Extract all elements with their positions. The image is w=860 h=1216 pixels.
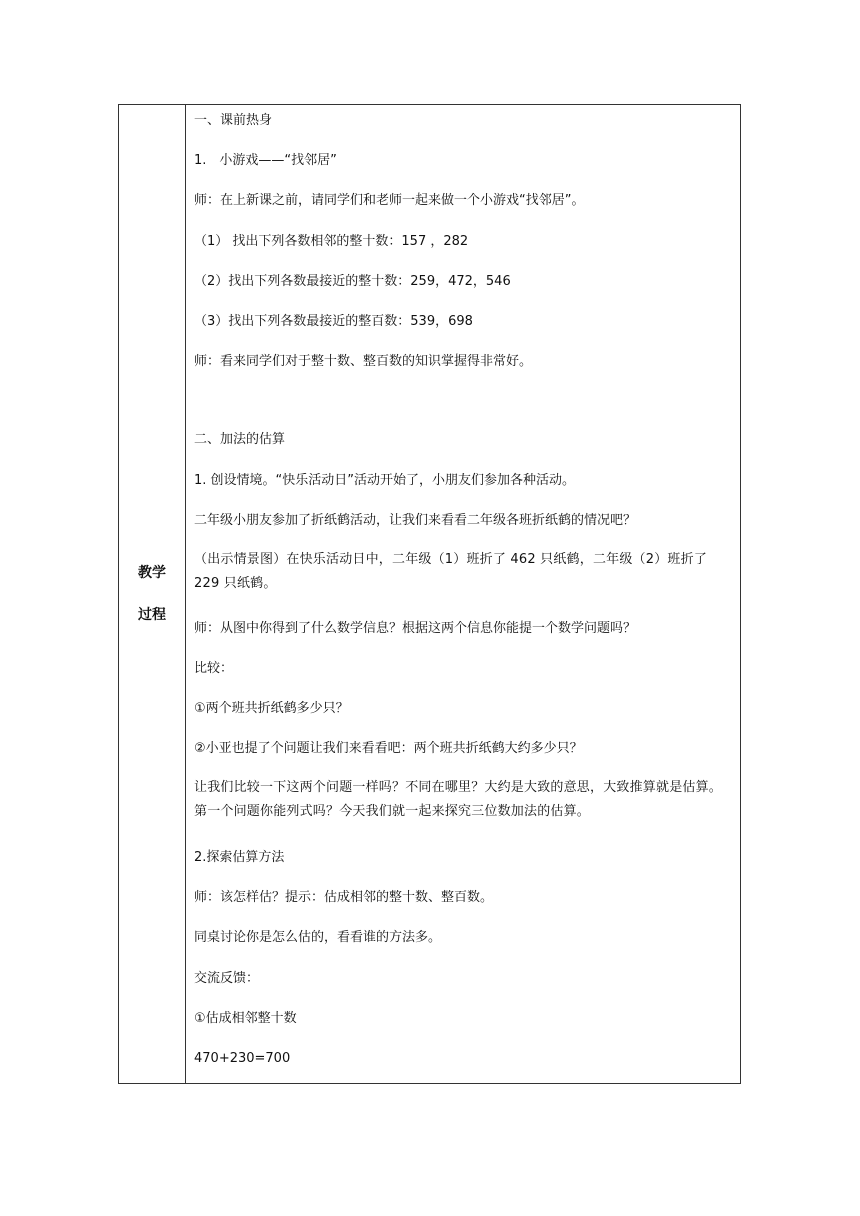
paragraph: 1. 创设情境。“快乐活动日”活动开始了，小朋友们参加各种活动。 bbox=[194, 473, 576, 488]
equation: 470+230=700 bbox=[194, 1051, 291, 1066]
paragraph: 二年级小朋友参加了折纸鹤活动，让我们来看看二年级各班折纸鹤的情况吧？ bbox=[194, 513, 637, 528]
paragraph: 师：在上新课之前，请同学们和老师一起来做一个小游戏“找邻居”。 bbox=[194, 193, 585, 208]
paragraph: 同桌讨论你是怎么估的，看看谁的方法多。 bbox=[194, 930, 442, 945]
list-item: ①两个班共折纸鹤多少只？ bbox=[194, 701, 349, 716]
list-item: ②小亚也提了个问题让我们来看看吧：两个班共折纸鹤大约多少只？ bbox=[194, 741, 583, 756]
paragraph: 师：从图中你得到了什么数学信息？根据这两个信息你能提一个数学问题吗？ bbox=[194, 621, 637, 636]
exercise-item: （1） 找出下列各数相邻的整十数：157 ，282 bbox=[194, 234, 469, 249]
section-heading-warmup: 一、课前热身 bbox=[194, 113, 273, 128]
exercise-item: （2）找出下列各数最接近的整十数：259，472，546 bbox=[194, 274, 511, 289]
content-cell bbox=[186, 105, 741, 1084]
paragraph: （出示情景图）在快乐活动日中，二年级（1）班折了 462 只纸鹤，二年级（2）班折了 229 只纸鹤。 bbox=[194, 552, 708, 591]
paragraph: 比较： bbox=[194, 661, 234, 676]
section-heading-estimation: 二、加法的估算 bbox=[194, 432, 286, 447]
subheading-methods: 2.探索估算方法 bbox=[194, 850, 285, 865]
list-item: ①估成相邻整十数 bbox=[194, 1011, 297, 1026]
lesson-content bbox=[186, 105, 740, 1083]
paragraph: 师：该怎样估？提示：估成相邻的整十数、整百数。 bbox=[194, 890, 494, 905]
paragraph: 让我们比较一下这两个问题一样吗？不同在哪里？大约是大致的意思，大致推算就是估算。第一个问题你能列式吗？今天我们就一起来探究三位数加法的估算。 bbox=[194, 780, 723, 819]
exercise-item: （3）找出下列各数最接近的整百数：539，698 bbox=[194, 314, 473, 329]
paragraph: 交流反馈： bbox=[194, 971, 260, 986]
side-label-line-2: 过程 bbox=[138, 607, 166, 623]
lesson-plan-table bbox=[118, 104, 741, 1084]
side-label-line-1: 教学 bbox=[138, 565, 166, 581]
subheading-game: 1. 小游戏——“找邻居” bbox=[194, 153, 337, 168]
side-label-cell bbox=[119, 105, 186, 1084]
paragraph: 师：看来同学们对于整十数、整百数的知识掌握得非常好。 bbox=[194, 354, 533, 369]
